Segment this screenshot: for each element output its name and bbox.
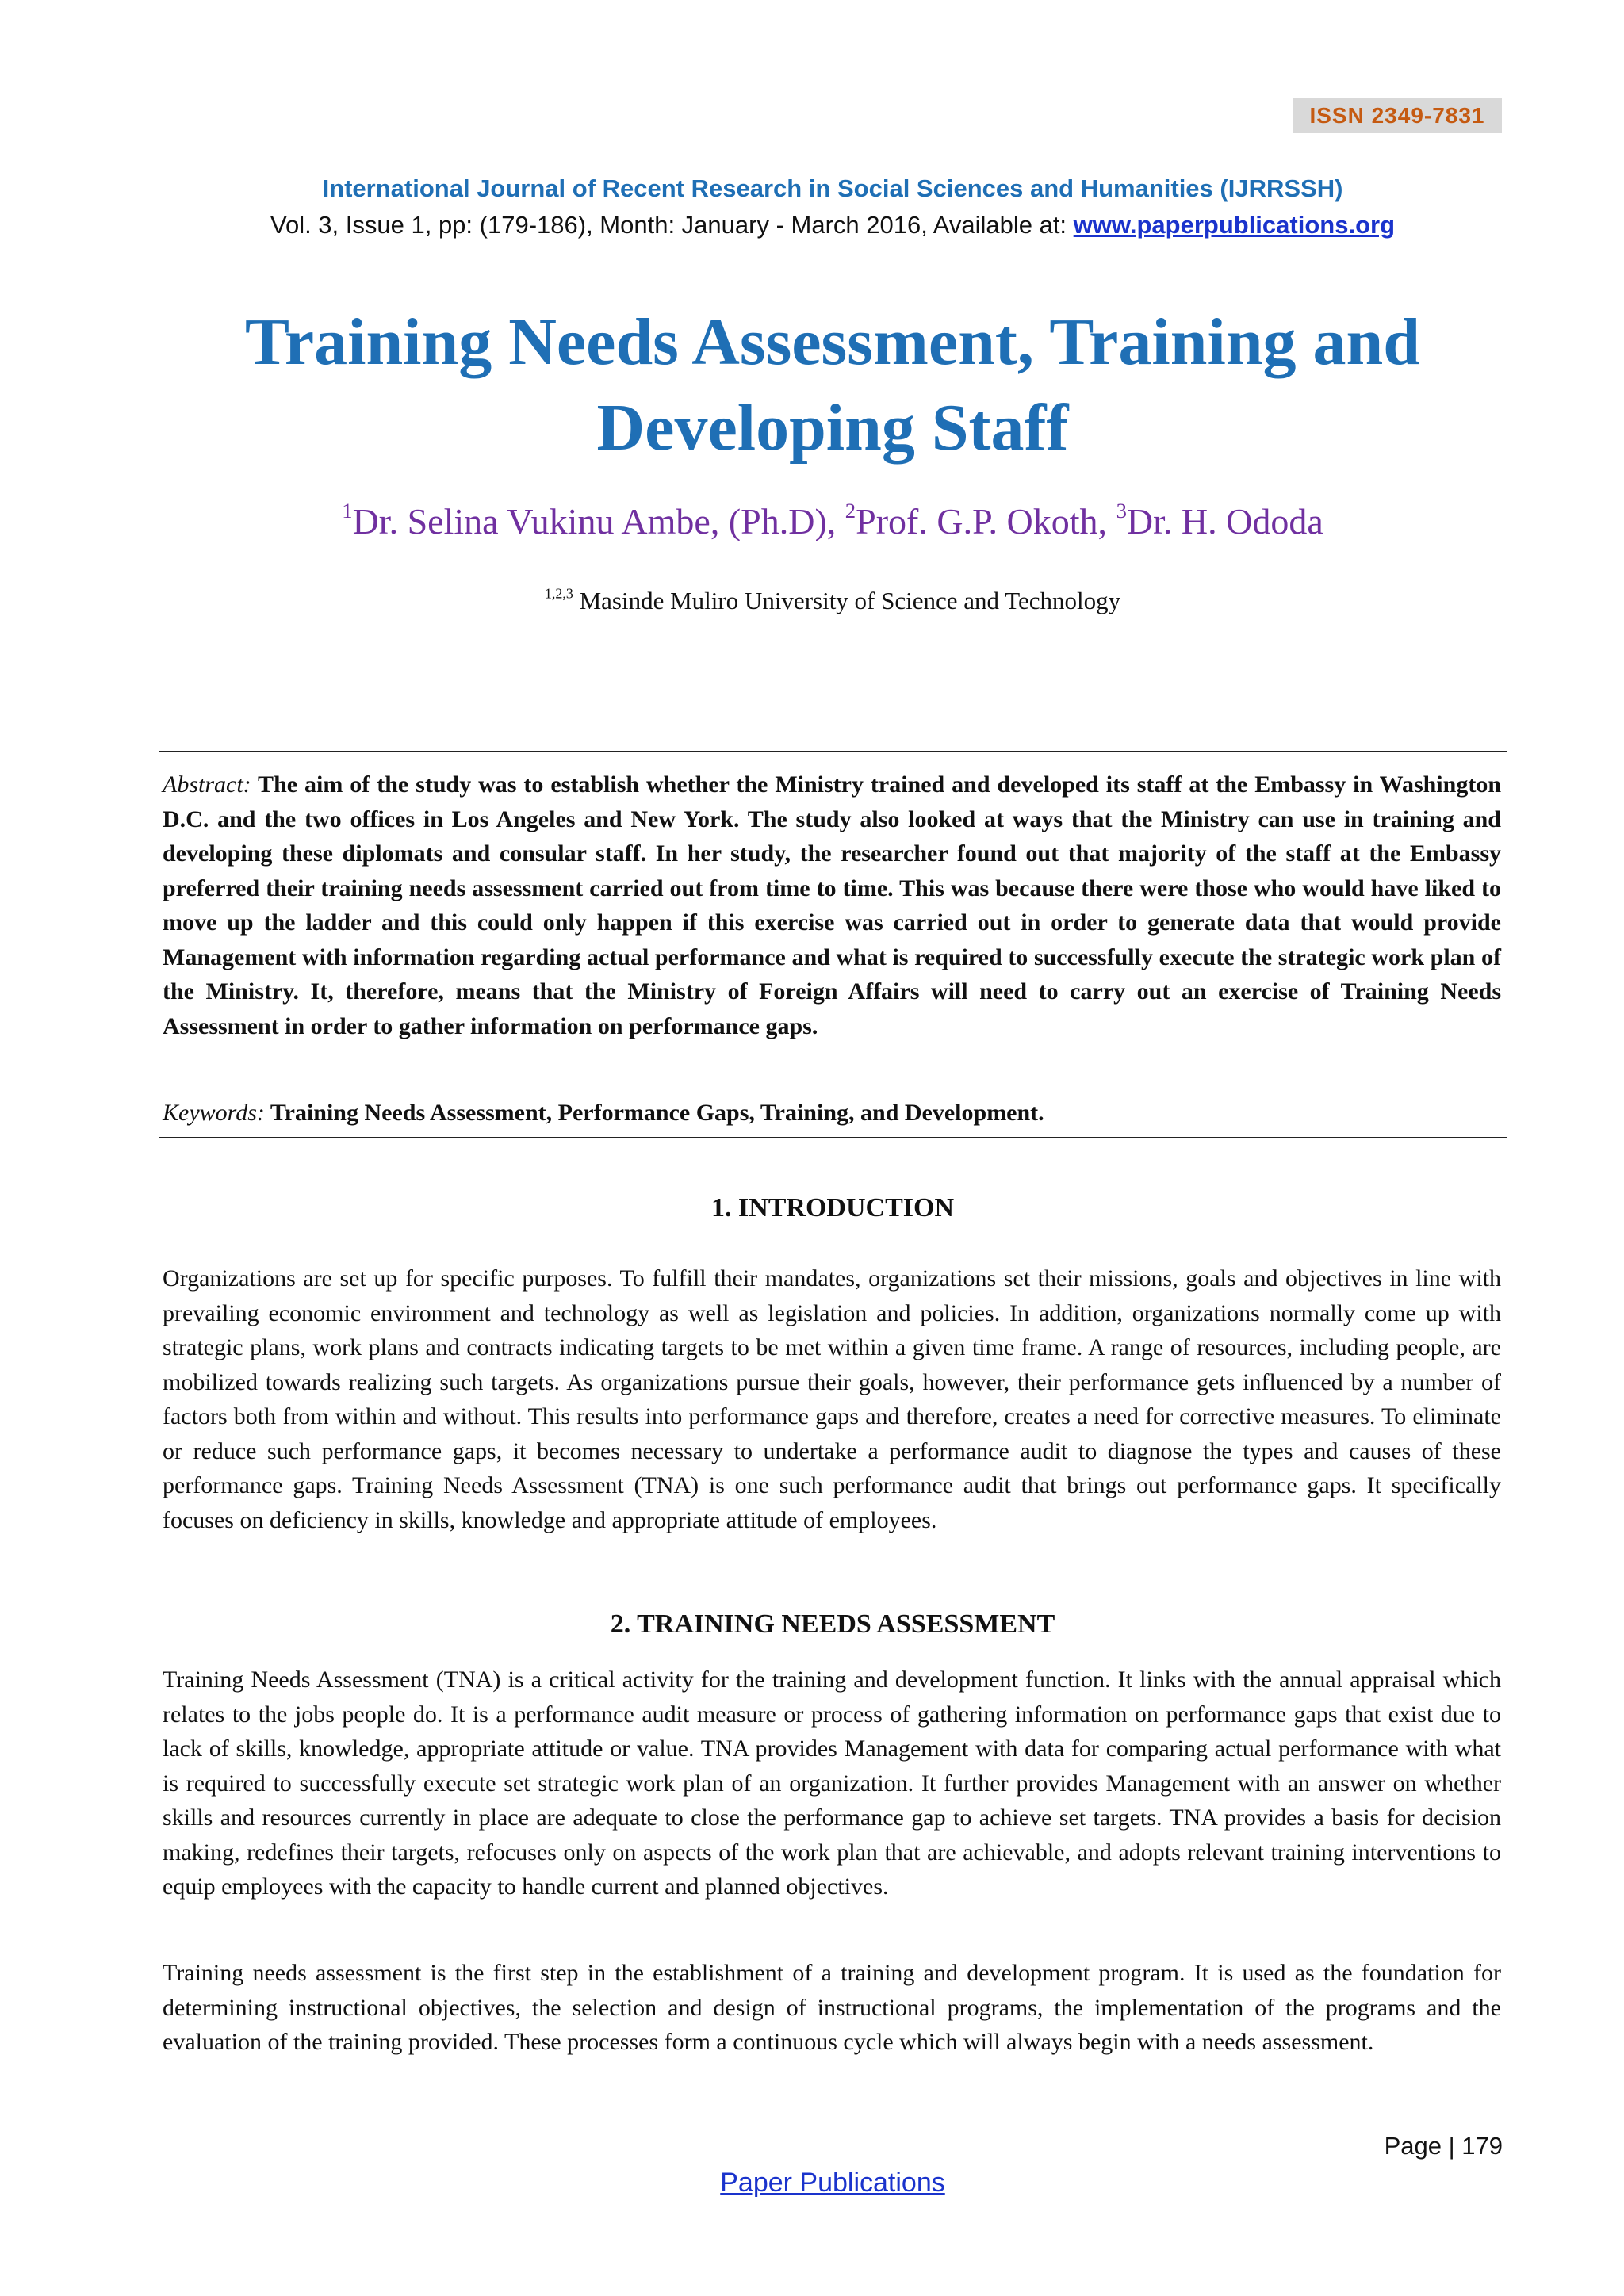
affiliation-sup: 1,2,3 [544, 585, 573, 602]
author-2-sup: 2 [845, 499, 856, 522]
page-number: Page | 179 [1384, 2132, 1503, 2160]
paper-title: Training Needs Assessment, Training and Developing Staff [245, 305, 1420, 465]
author-3-sup: 3 [1116, 499, 1127, 522]
keywords-text: Training Needs Assessment, Performance Gaps, Training, and Development. [264, 1100, 1044, 1126]
author-1-name: Dr. Selina Vukinu Ambe, (Ph.D), [352, 501, 845, 541]
abstract-top-rule [159, 751, 1507, 752]
section-1-heading: 1. INTRODUCTION [710, 1193, 955, 1223]
volume-info [119, 209, 1546, 241]
affiliation [159, 585, 1507, 617]
volume-text: Vol. 3, Issue 1, pp: (179-186), Month: January - March 2016, Available at: [270, 211, 1074, 239]
section-2-paragraph-2: Training needs assessment is the first step in the establishment of a training and development program. It is used as the foundation for determining instructional objectives, the selection and design of instructional programs, the implementation of the programs and the evaluation of the training provided. These processes form a continuous cycle which will always begin with a needs assessment. [163, 1960, 1501, 2055]
journal-name: International Journal of Recent Research in Social Sciences and Humanities (IJRRSSH) [322, 174, 1343, 202]
keywords-label: Keywords: [163, 1100, 265, 1126]
author-3-name: Dr. H. Ododa [1126, 501, 1323, 541]
abstract-bottom-rule [159, 1137, 1507, 1138]
abstract [163, 767, 1501, 1043]
section-2-paragraph-1: Training Needs Assessment (TNA) is a critical activity for the training and development function. It links with the annual appraisal which relates to the jobs people do. It is a performance audit measure or process of gathering information on performance gaps that exist due to lack of skills, knowledge, appropriate attitude or value. TNA provides Management with data for comparing actual performance with what is required to successfully execute set strategic work plan of an organization. It further provides Management with an answer on whether skills and resources currently in place are adequate to close the performance gap to achieve set targets. TNA provides a basis for decision making, redefines their targets, refocuses only on aspects of the work plan that are achievable, and adopts relevant training interventions to equip employees with the capacity to handle current and planned objectives. [163, 1667, 1501, 1900]
keywords [163, 1096, 1501, 1131]
section-2-heading: 2. TRAINING NEEDS ASSESSMENT [610, 1609, 1055, 1639]
abstract-label: Abstract: [163, 771, 251, 798]
affiliation-text: Masinde Muliro University of Science and Technology [573, 587, 1121, 614]
website-link[interactable]: www.paperpublications.org [1073, 211, 1396, 239]
publisher-link[interactable]: Paper Publications [720, 2168, 945, 2198]
issn-badge: ISSN 2349-7831 [1293, 98, 1502, 133]
abstract-text: The aim of the study was to establish whether the Ministry trained and developed its staff at the Embassy in Washington D.C. and the two offices in Los Angeles and New York. The study also looked at ways that the Ministry can use in training and developing these diplomats and consular staff. In her study, the researcher found out that majority of the staff at the Embassy preferred their training needs assessment carried out from time to time. This was because there were those who would have liked to move up the ladder and this could only happen if this exercise was carried out in order to generate data that would provide Management with information regarding actual performance and what is required to successfully execute the strategic work plan of the Ministry. It, therefore, means that the Ministry of Foreign Affairs will need to carry out an exercise of Training Needs Assessment in order to gather information on performance gaps. [163, 771, 1501, 1039]
author-list [159, 498, 1507, 545]
author-2-name: Prof. G.P. Okoth, [856, 501, 1116, 541]
section-1-paragraph-1: Organizations are set up for specific purposes. To fulfill their mandates, organizations set their missions, goals and objectives in line with prevailing economic environment and technology as well as legislation and policies. In addition, organizations normally come up with strategic plans, work plans and contracts indicating targets to be met within a given time frame. A range of resources, including people, are mobilized towards realizing such targets. As organizations pursue their goals, however, their performance gets influenced by a number of factors both from within and without. This results into performance gaps and therefore, creates a need for corrective measures. To eliminate or reduce such performance gaps, it becomes necessary to undertake a performance audit to diagnose the types and causes of these performance gaps. Training Needs Assessment (TNA) is one such performance audit that brings out performance gaps. It specifically focuses on deficiency in skills, knowledge and appropriate attitude of employees. [163, 1265, 1501, 1533]
author-1-sup: 1 [342, 499, 353, 522]
